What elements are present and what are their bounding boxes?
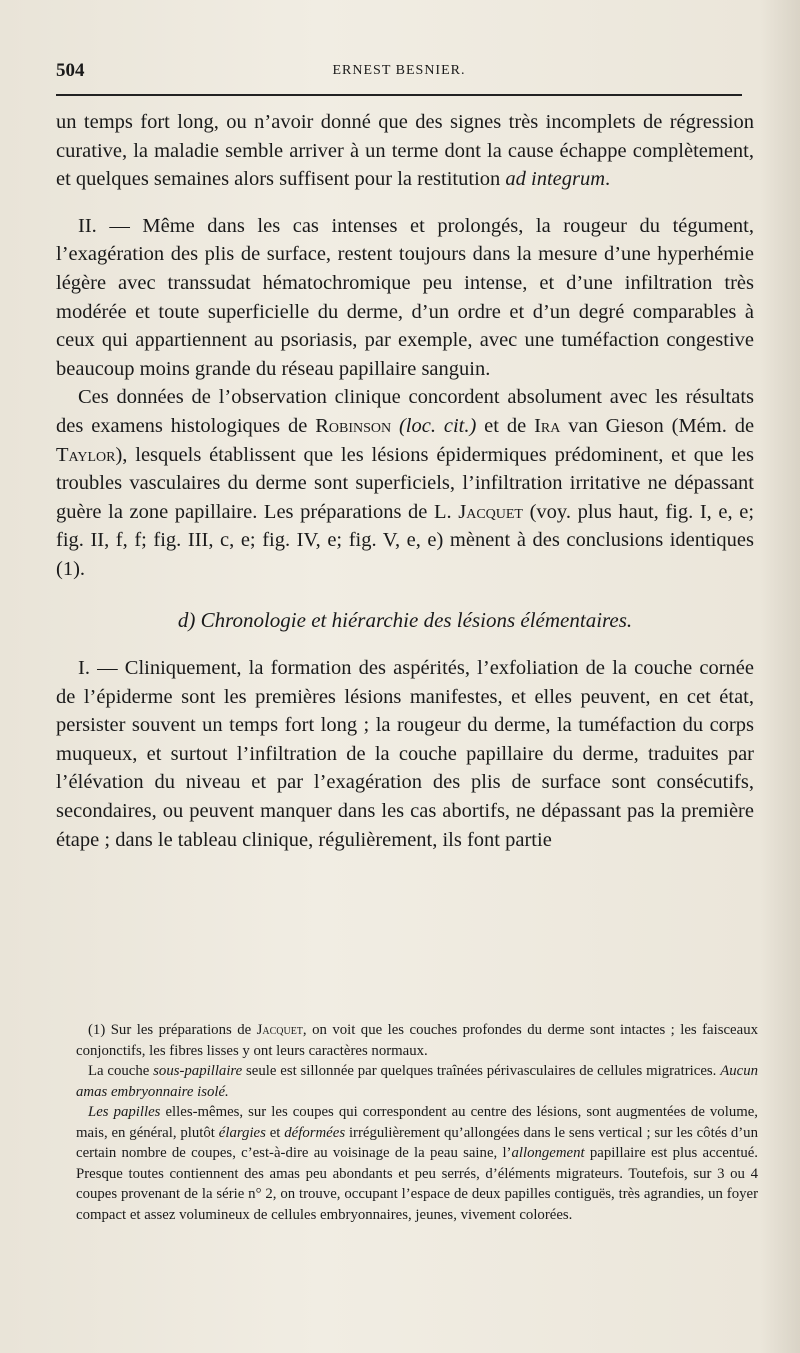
footnote-1: (1) Sur les préparations de Jacquet, on voit que les couches profondes du derme sont intactes ; les faisceaux conjonctifs, les fibres lisses y ont leurs caractères normaux. [76, 1022, 758, 1059]
running-head: ERNEST BESNIER. [332, 63, 466, 78]
author-taylor: Taylor [56, 443, 116, 466]
author-ira: Ira [534, 414, 561, 437]
footnote-paragraph-2: La couche sous-papillaire seule est sillonnée par quelques traînées périvasculaires de cellules migratrices. Aucun amas embryonnaire isolé. [76, 1063, 758, 1100]
paragraph-section-ii: II. — Même dans les cas intenses et prolongés, la rougeur du tégument, l’exagération des plis de surface, restent toujours dans la mesure d’une hyperhémie légère avec transsudat hématochromique peu intense, et d’une infiltration très modérée et toute superficielle du derme, d’un ordre et d’un degré comparables à ceux qui appartiennent au psoriasis, par exemple, avec une tuméfaction congestive beaucoup moins grande du réseau papillaire sanguin. [56, 214, 754, 380]
author-jacquet: Jacquet [458, 500, 523, 523]
section-title: d) Chronologie et hiérarchie des lésions élémentaires. [177, 607, 633, 632]
author-robinson: Robinson [315, 414, 392, 437]
page-header [56, 60, 742, 86]
main-text [56, 108, 754, 854]
paragraph-chronology: I. — Cliniquement, la formation des aspérités, l’exfoliation de la couche cornée de l’épiderme sont les premières lésions manifestes, et elles peuvent, en cet état, persister souvent un temps fort long ; la rougeur du derme, la tuméfaction du corps muqueux, et surtout l’infiltration de la couche papillaire du derme, traduites par l’élévation du niveau et par l’exagération des plis de surface sont consécutifs, secondaires, ou peuvent manquer dans les cas abortifs, ne dépassant pas la première étape ; dans le tableau clinique, régulièrement, ils font partie [56, 657, 754, 851]
paragraph-continuation: un temps fort long, ou n’avoir donné que des signes très incomplets de régression curative, la maladie semble arriver à un terme dont la cause échappe complètement, et quelques semaines alors suffisent pour la restitution ad integrum. [56, 111, 754, 191]
paragraph-histology: Ces données de l’observation clinique concordent absolument avec les résultats des examens histologiques de Robinson (loc. cit.) et de Ira van Gieson (Mém. de Taylor), lesquels établissent que les lésions épidermiques prédominent, et que les troubles vasculaires du derme sont superficiels, l’infiltration irritative ne dépassant guère la zone papillaire. Les préparations de L. Jacquet (voy. plus haut, fig. I, e, e; fig. II, f, f; fig. III, c, e; fig. IV, e; fig. V, e, e) mènent à des conclusions identiques (1). [56, 386, 755, 580]
page-number: 504 [56, 60, 85, 81]
footnote-paragraph-3: Les papilles elles-mêmes, sur les coupes qui correspondent au centre des lésions, sont augmentées de volume, mais, en général, plutôt élargies et déformées irrégulièrement qu’allongées dans le sens vertical ; sur les côtés d’un certain nombre de coupes, c’est-à-dire au voisinage de la peau saine, l’allongement papillaire est plus accentué. Presque toutes contiennent des amas peu abondants et peu serrés, d’éléments migrateurs. Toutefois, sur 3 ou 4 coupes provenant de la série n° 2, on trouve, occupant l’espace de deux papilles contiguës, très agrandies, un foyer compact et assez volumineux de cellules embryonnaires, jeunes, vivement colorées. [76, 1104, 758, 1223]
footnotes [76, 1020, 758, 1225]
header-rule [56, 94, 742, 96]
